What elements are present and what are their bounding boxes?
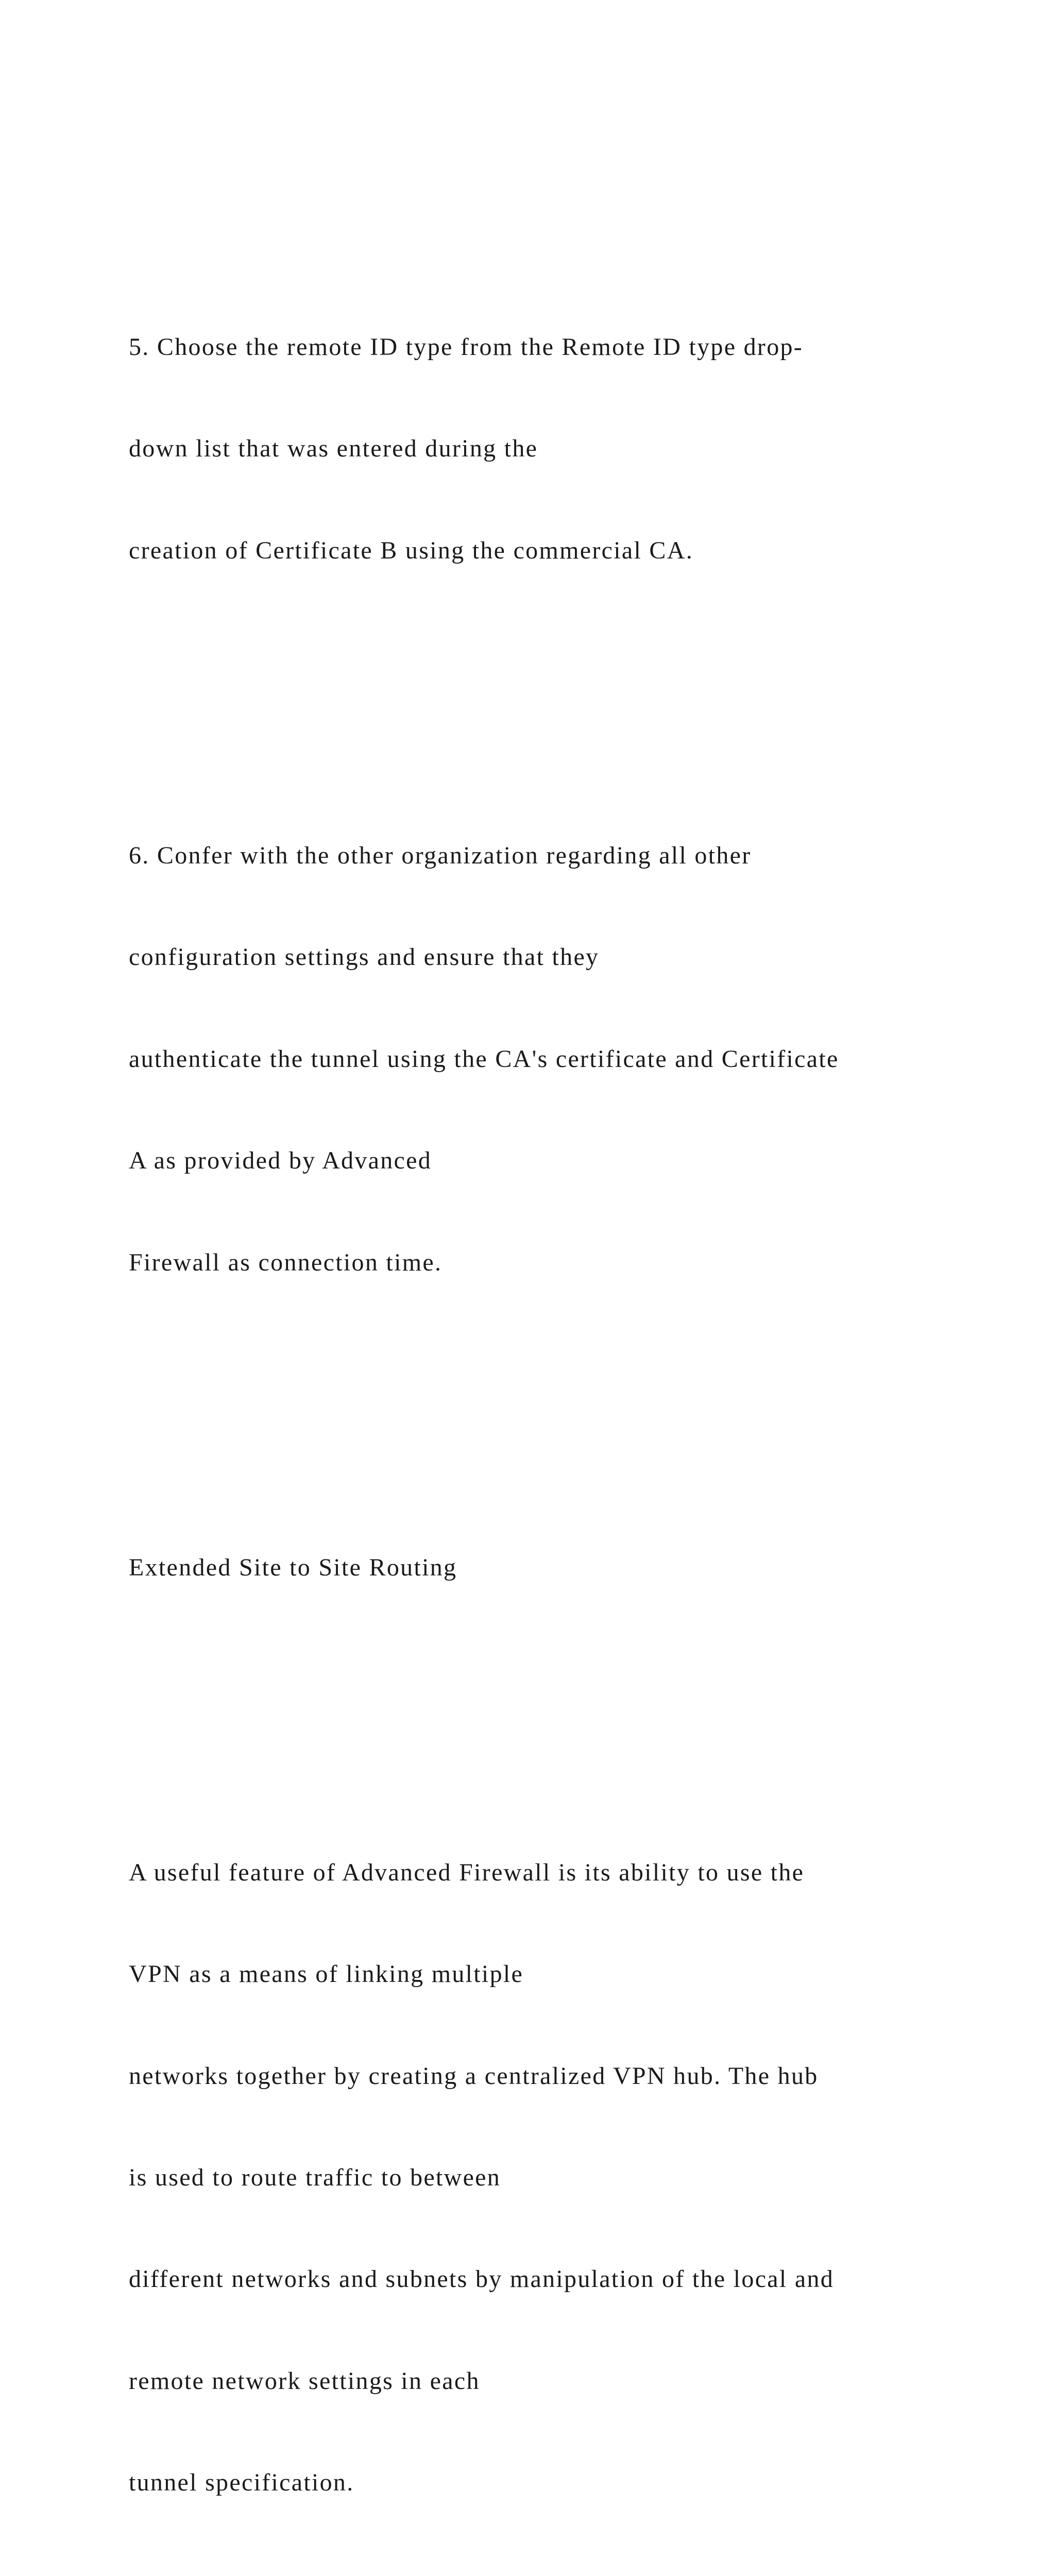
paragraph-hub-intro — [129, 1788, 974, 2567]
section-heading — [129, 1483, 974, 1652]
text-line: VPN as a means of linking multiple — [129, 1960, 524, 1988]
text-line: remote network settings in each — [129, 2367, 480, 2395]
text-line: different networks and subnets by manipulation of the local and — [129, 2265, 835, 2293]
text-line: authenticate the tunnel using the CA's certificate and Certificate — [129, 1045, 839, 1073]
paragraph-step-6 — [129, 771, 974, 1347]
text-line: down list that was entered during the — [129, 435, 538, 463]
text-line: A as provided by Advanced — [129, 1147, 432, 1175]
text-line: is used to route traffic to between — [129, 2164, 501, 2192]
text-line: networks together by creating a centralized VPN hub. The hub — [129, 2062, 819, 2090]
paragraph-step-5 — [129, 262, 974, 635]
text-line: tunnel specification. — [129, 2469, 354, 2497]
text-line: Firewall as connection time. — [129, 1248, 443, 1276]
heading-text: Extended Site to Site Routing — [129, 1553, 457, 1581]
text-line: 6. Confer with the other organization regarding all other — [129, 841, 752, 869]
text-line: configuration settings and ensure that they — [129, 943, 600, 971]
text-line: A useful feature of Advanced Firewall is its ability to use the — [129, 1858, 805, 1886]
text-line: 5. Choose the remote ID type from the Remote ID type drop- — [129, 333, 804, 361]
document-body — [129, 161, 974, 2576]
text-line: creation of Certificate B using the commercial CA. — [129, 536, 693, 564]
